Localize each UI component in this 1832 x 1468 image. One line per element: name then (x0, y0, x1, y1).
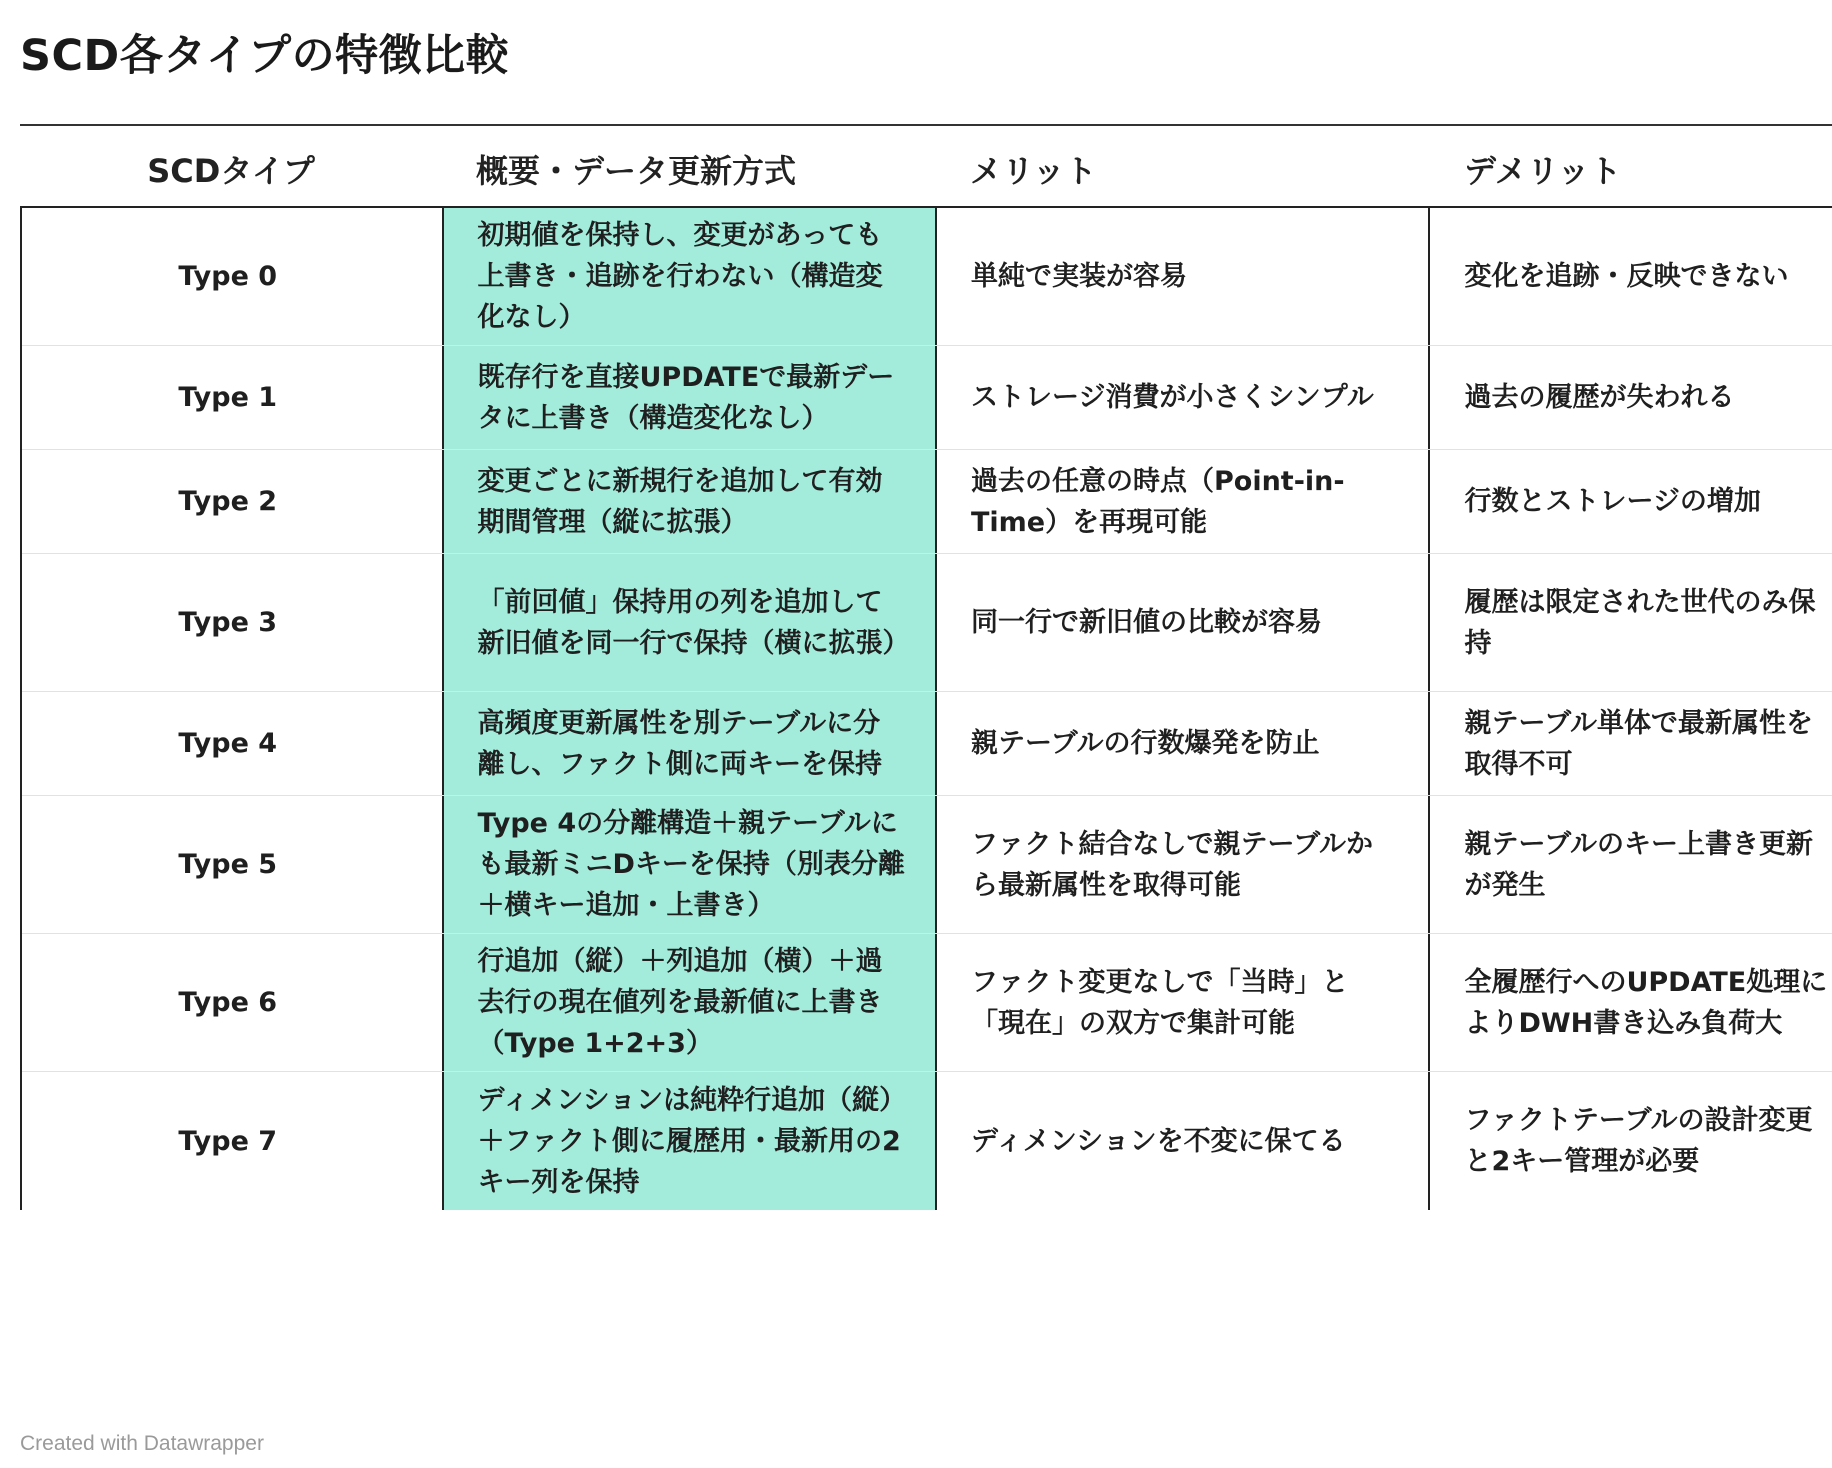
cell-text: 親テーブルの行数爆発を防止 (970, 728, 1320, 759)
cell-text: Type 4 (178, 728, 278, 759)
table-body (20, 208, 1832, 1210)
table-row (22, 1072, 1832, 1210)
table-row (22, 796, 1832, 934)
cell-text: ディメンションを不変に保てる (970, 1125, 1346, 1157)
comparison-table (20, 126, 1832, 1210)
cell-text: Type 1 (178, 382, 278, 413)
cell-text: 変化を追跡・反映できない (1464, 261, 1789, 292)
cell-text: 過去の任意の時点（Point-in-Time）を再現可能 (970, 465, 1345, 538)
cell-overview (444, 1072, 937, 1210)
table-title: SCD各タイプの特徴比較 (20, 31, 510, 81)
cell-demerit (1430, 692, 1832, 795)
cell-text: Type 0 (178, 261, 278, 292)
cell-text: 親テーブルのキー上書き更新が発生 (1464, 828, 1814, 901)
cell-text: ストレージ消費が小さくシンプル (970, 382, 1374, 413)
cell-text: ディメンションは純粋行追加（縦）＋ファクト側に履歴用・最新用の2キー列を保持 (477, 1084, 901, 1198)
cell-text: 行数とストレージの増加 (1464, 486, 1761, 517)
cell-text: ファクトテーブルの設計変更と2キー管理が必要 (1464, 1105, 1813, 1177)
datawrapper-credit: Created with Datawrapper (20, 1432, 264, 1455)
cell-merit (937, 554, 1430, 691)
cell-merit (937, 934, 1430, 1071)
cell-type (22, 796, 444, 933)
cell-overview (444, 346, 937, 449)
cell-text: 行追加（縦）＋列追加（横）＋過去行の現在値列を最新値に上書き（Type 1+2+3） (477, 946, 883, 1059)
cell-demerit (1430, 1072, 1832, 1210)
cell-demerit (1430, 346, 1832, 449)
cell-text: Type 3 (178, 607, 278, 638)
cell-type (22, 692, 444, 795)
table-row (22, 692, 1832, 796)
cell-text: Type 7 (178, 1125, 278, 1157)
cell-text: ファクト変更なしで「当時」と「現在」の双方で集計可能 (970, 966, 1349, 1039)
cell-merit (937, 1072, 1430, 1210)
cell-demerit (1430, 934, 1832, 1071)
cell-text: 全履歴行へのUPDATE処理によりDWH書き込み負荷大 (1464, 966, 1828, 1039)
cell-text: 同一行で新旧値の比較が容易 (970, 607, 1322, 638)
table-row (22, 934, 1832, 1072)
cell-merit (937, 208, 1430, 345)
table-row (22, 450, 1832, 554)
cell-text: 高頻度更新属性を別テーブルに分離し、ファクト側に両キーを保持 (477, 707, 882, 780)
cell-overview (444, 208, 937, 345)
cell-type (22, 1072, 444, 1210)
cell-type (22, 554, 444, 691)
cell-text: ファクト結合なしで親テーブルから最新属性を取得可能 (970, 828, 1374, 901)
cell-merit (937, 346, 1430, 449)
cell-text: 単純で実装が容易 (970, 261, 1187, 292)
cell-overview (444, 934, 937, 1071)
column-header-overview[interactable]: 概要・データ更新方式 (476, 152, 797, 190)
cell-text: 既存行を直接UPDATEで最新データに上書き（構造変化なし） (477, 361, 895, 434)
cell-overview (444, 450, 937, 553)
cell-overview (444, 796, 937, 933)
cell-overview (444, 554, 937, 691)
cell-text: Type 6 (178, 987, 278, 1018)
cell-text: 親テーブル単体で最新属性を取得不可 (1464, 707, 1814, 780)
cell-text: 履歴は限定された世代のみ保持 (1464, 586, 1816, 659)
column-header-scd-type[interactable]: SCDタイプ (147, 152, 315, 190)
cell-demerit (1430, 208, 1832, 345)
cell-text: 変更ごとに新規行を追加して有効期間管理（縦に拡張） (477, 465, 883, 538)
cell-text: 初期値を保持し、変更があっても上書き・追跡を行わない（構造変化なし） (477, 220, 883, 333)
cell-type (22, 450, 444, 553)
cell-demerit (1430, 554, 1832, 691)
cell-overview (444, 692, 937, 795)
table-row (22, 208, 1832, 346)
table-row (22, 346, 1832, 450)
column-header-demerit[interactable]: デメリット (1464, 152, 1622, 190)
cell-merit (937, 450, 1430, 553)
table-header-row (20, 126, 1832, 208)
cell-type (22, 208, 444, 345)
cell-type (22, 346, 444, 449)
column-header-merit[interactable]: メリット (970, 152, 1097, 190)
cell-text: Type 4の分離構造＋親テーブルにも最新ミニDキーを保持（別表分離＋横キー追加・上書き） (477, 808, 905, 921)
cell-demerit (1430, 796, 1832, 933)
cell-demerit (1430, 450, 1832, 553)
table-row (22, 554, 1832, 692)
cell-text: 過去の履歴が失われる (1464, 382, 1735, 413)
cell-merit (937, 692, 1430, 795)
cell-text: Type 2 (178, 486, 278, 517)
cell-text: 「前回値」保持用の列を追加して新旧値を同一行で保持（横に拡張） (477, 586, 910, 659)
cell-text: Type 5 (178, 849, 278, 880)
cell-type (22, 934, 444, 1071)
cell-merit (937, 796, 1430, 933)
